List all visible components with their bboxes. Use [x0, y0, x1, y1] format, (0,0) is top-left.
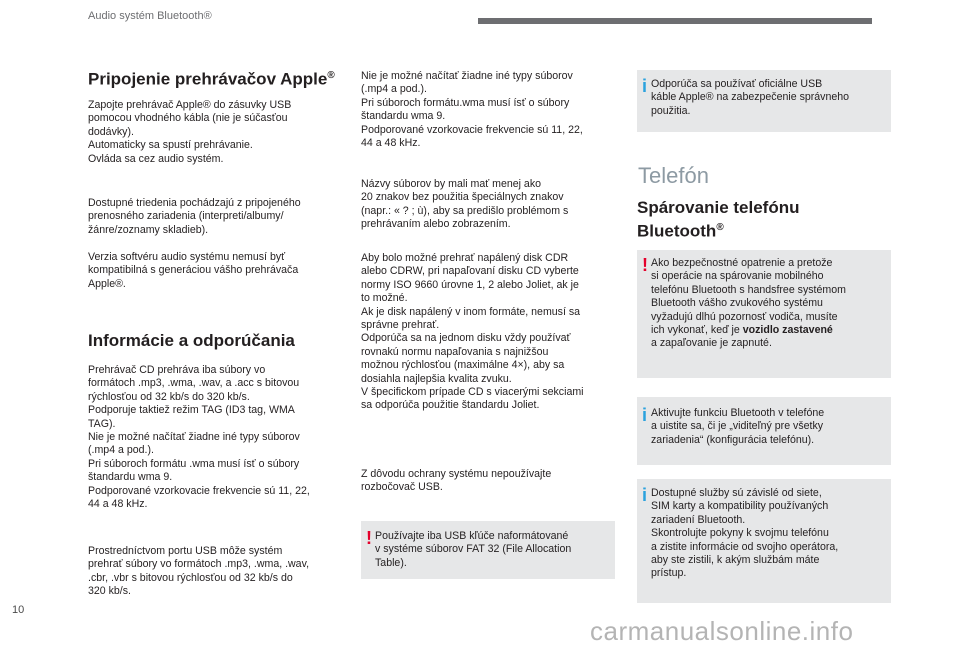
- warning-icon: !: [642, 255, 648, 275]
- heading-info-recommendations: Informácie a odporúčania: [88, 331, 295, 350]
- info-icon: i: [642, 405, 648, 425]
- paragraph-sorting: Dostupné triedenia pochádzajú z pripojeného prenosného zariadenia (interpreti/albumy/ žánre/zoznamy skladieb).: [88, 197, 301, 236]
- heading-phone-pairing: [637, 198, 799, 242]
- paragraph-other-types: Nie je možné načítať žiadne iné typy súborov (.mp4 a pod.). Pri súboroch formátu.wma musí ísť o súbory štandardu wma 9. Podporované vzorkovacie frekvencie sú 11, 22, 44 a 48 kHz.: [361, 70, 583, 150]
- paragraph-cdr-cdrw: Aby bolo možné prehrať napálený disk CDR alebo CDRW, pri napaľovaní disku CD vyberte normy ISO 9660 úrovne 1, 2 alebo Joliet, ak je to možné. Ak je disk napálený v inom formáte, nemusí sa správne prehrať. Odporúča sa na jednom disku vždy používať rovnakú normu napaľovania s najnižšou možnou rýchlosťou (maximálne 4×), aby sa dosiahla najlepšia kvalita zvuku. V špecifickom prípade CD s viacerými sekciami sa odporúča použitie štandardu Joliet.: [361, 252, 584, 412]
- info-box-activate-bluetooth: [637, 397, 891, 465]
- header-bar: [478, 18, 872, 24]
- info-text-apple-cables: Odporúča sa používať oficiálne USB káble Apple® na zabezpečenie správneho použitia.: [651, 78, 850, 117]
- info-text-services: Dostupné služby sú závislé od siete, SIM karty a kompatibility používaných zariadení Bluetooth. Skontrolujte pokyny k svojmu telefónu a zistite informácie od svojho operátora, aby ste zistili, k akým službám máte prístup.: [651, 487, 839, 580]
- heading-phone-pairing-text: Spárovanie telefónu Bluetooth: [637, 198, 800, 241]
- paragraph-file-names: Názvy súborov by mali mať menej ako 20 znakov bez použitia špeciálnych znakov (napr.: « ? ; ù), aby sa predišlo problémom s prehrávaním alebo zobrazením.: [361, 178, 569, 231]
- info-icon: i: [642, 76, 648, 96]
- warning-text-pairing-b: a zapaľovanie je zapnuté.: [651, 337, 772, 350]
- warning-text-usb-fat32: Používajte iba USB kľúče naformátované v systéme súborov FAT 32 (File Allocation Table).: [375, 530, 572, 569]
- warning-text-pairing-bold: vozidlo zastavené: [742, 324, 833, 337]
- heading-phone-pairing-sup: ®: [716, 222, 724, 233]
- info-box-apple-cables: [637, 70, 891, 132]
- warning-icon: !: [366, 528, 372, 548]
- paragraph-connect-apple: Zapojte prehrávač Apple® do zásuvky USB pomocou vhodného kábla (nie je súčasťou dodávky). Automaticky sa spustí prehrávanie. Ovláda sa cez audio systém.: [88, 99, 292, 165]
- info-box-services: [637, 479, 891, 603]
- warning-box-pairing: [637, 250, 891, 378]
- warning-text-pairing: [651, 257, 883, 351]
- section-title-phone: Telefón: [638, 163, 709, 188]
- warning-box-usb-fat32: [361, 521, 615, 579]
- page-number: 10: [12, 604, 25, 616]
- heading-apple-players-text: Pripojenie prehrávačov Apple: [88, 69, 328, 89]
- heading-apple-players: [88, 66, 335, 90]
- paragraph-usb-formats: Prostredníctvom portu USB môže systém prehrať súbory vo formátoch .mp3, .wma, .wav, .cbr, .vbr s bitovou rýchlosťou od 32 kb/s do 320 kb/s.: [88, 545, 310, 598]
- paragraph-cd-formats: Prehrávač CD prehráva iba súbory vo formátoch .mp3, .wma, .wav, a .acc s bitovou rýchlosťou od 32 kb/s do 320 kb/s. Podporuje taktiež režim TAG (ID3 tag, WMA TAG). Nie je možné načítať žiadne iné typy súborov (.mp4 a pod.). Pri súboroch formátu .wma musí ísť o súbory štandardu wma 9. Podporované vzorkovacie frekvencie sú 11, 22, 44 a 48 kHz.: [88, 364, 310, 511]
- info-icon: i: [642, 485, 648, 505]
- info-text-activate-bluetooth: Aktivujte funkciu Bluetooth v telefóne a uistite sa, či je „viditeľný pre všetky zariadenia“ (konfigurácia telefónu).: [651, 407, 825, 446]
- heading-apple-players-sup: ®: [327, 70, 335, 81]
- warning-text-pairing-a: Ako bezpečnostné opatrenie a pretože si operácie na spárovanie mobilného telefónu Bluetooth s handsfree systémom Bluetooth vášho zvukového systému vyžadujú dlhú pozornosť vodiča, musíte ich vykonať, keď je: [651, 257, 846, 337]
- running-header: Audio systém Bluetooth®: [88, 10, 212, 22]
- paragraph-software-version: Verzia softvéru audio systému nemusí byť kompatibilná s generáciou vášho prehrávača Apple®.: [88, 251, 299, 290]
- paragraph-usb-hub: Z dôvodu ochrany systému nepoužívajte rozbočovač USB.: [361, 468, 552, 494]
- watermark: carmanualsonline.info: [590, 616, 854, 646]
